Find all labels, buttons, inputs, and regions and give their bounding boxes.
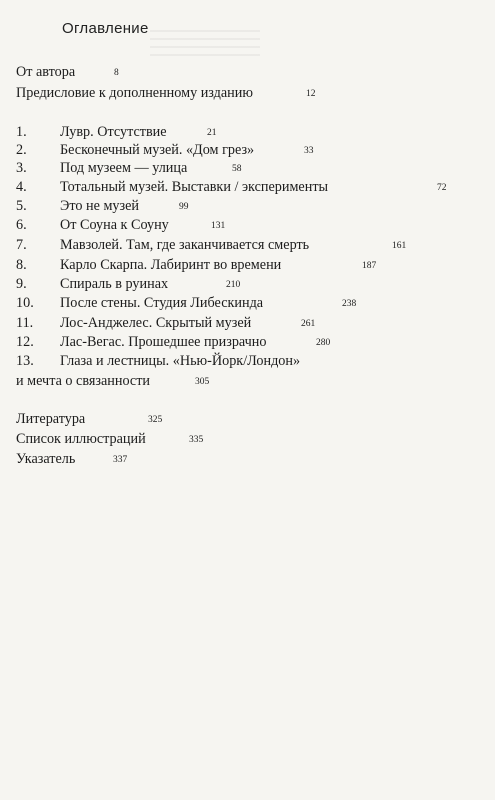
chapter-title: Лос-Анджелес. Скрытый музей [60,315,252,331]
chapter-page: 161 [392,241,407,251]
toc-chapter-8 [16,256,281,274]
chapter-title: Глаза и лестницы. «Нью-Йорк/Лондон» [60,353,301,369]
chapter-page: 187 [362,261,377,271]
chapter-title-continuation: и мечта о связанности [16,373,151,389]
chapter-number: 10. [16,295,34,311]
toc-entry-title: Список иллюстраций [16,431,146,447]
toc-entry-title: От автора [16,64,76,80]
chapter-page: 72 [437,183,447,193]
toc-chapter-12 [16,333,267,351]
chapter-number: 12. [16,334,34,350]
chapter-page: 33 [304,146,314,156]
toc-chapter-13 [16,352,300,370]
chapter-page: 210 [226,280,241,290]
chapter-title: Бесконечный музей. «Дом грез» [60,142,255,158]
toc-entry-author [16,63,75,81]
chapter-number: 5. [16,198,27,214]
chapter-title: Это не музей [60,198,140,214]
chapter-page: 99 [179,202,189,212]
chapter-title: Карло Скарпа. Лабиринт во времени [60,257,282,273]
chapter-number: 4. [16,179,27,195]
toc-entry-index [16,450,75,468]
toc-chapter-11 [16,314,251,332]
bleed-through-text [150,24,260,56]
toc-entry-page: 12 [306,89,316,99]
toc-chapter-13-continuation [16,372,150,390]
chapter-page: 305 [195,377,210,387]
toc-chapter-3 [16,159,187,177]
chapter-number: 8. [16,257,27,273]
chapter-number: 13. [16,353,34,369]
chapter-title: Мавзолей. Там, где заканчивается смерть [60,237,310,253]
toc-entry-page: 8 [114,68,119,78]
toc-chapter-9 [16,275,168,293]
chapter-title: Под музеем — улица [60,160,188,176]
chapter-title: Спираль в руинах [60,276,169,292]
toc-entry-preface [16,84,253,102]
chapter-number: 9. [16,276,27,292]
toc-entry-illustrations [16,430,146,448]
toc-chapter-7 [16,236,309,254]
chapter-title: Тотальный музей. Выставки / эксперименты [60,179,329,195]
chapter-number: 6. [16,217,27,233]
toc-entry-bibliography [16,410,85,428]
toc-entry-page: 335 [189,435,204,445]
chapter-page: 261 [301,319,316,329]
toc-entry-page: 337 [113,455,128,465]
chapter-title: Лувр. Отсутствие [60,124,167,140]
chapter-page: 238 [342,299,357,309]
toc-entry-title: Предисловие к дополненному изданию [16,85,253,101]
chapter-page: 21 [207,128,217,138]
chapter-page: 58 [232,164,242,174]
toc-heading: Оглавление [62,20,149,37]
toc-chapter-2 [16,141,254,159]
chapter-title: Лас-Вегас. Прошедшее призрачно [60,334,267,350]
toc-entry-title: Литература [16,411,86,427]
toc-chapter-5 [16,197,139,215]
chapter-number: 7. [16,237,27,253]
chapter-page: 280 [316,338,331,348]
chapter-number: 3. [16,160,27,176]
toc-chapter-4 [16,178,328,196]
chapter-page: 131 [211,221,226,231]
chapter-title: От Соуна к Соуну [60,217,169,233]
toc-chapter-10 [16,294,263,312]
toc-chapter-6 [16,216,169,234]
chapter-title: После стены. Студия Либескинда [60,295,264,311]
toc-entry-page: 325 [148,415,163,425]
chapter-number: 1. [16,124,27,140]
toc-chapter-1 [16,123,167,141]
toc-entry-title: Указатель [16,451,76,467]
chapter-number: 2. [16,142,27,158]
chapter-number: 11. [16,315,34,331]
